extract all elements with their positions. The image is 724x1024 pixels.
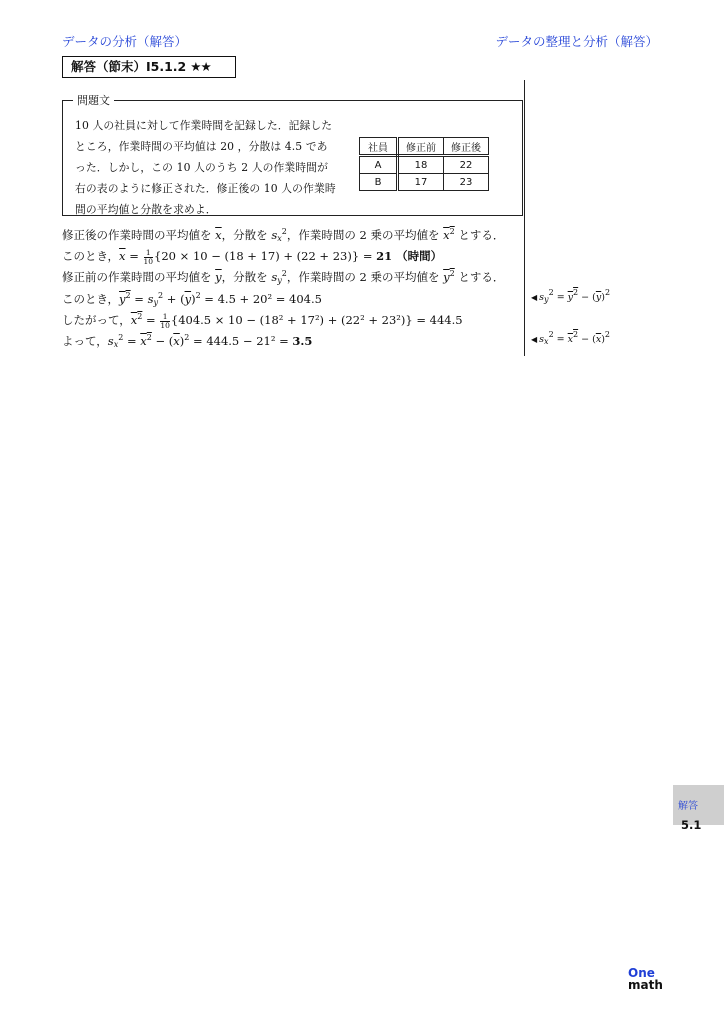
side-tab-label: 解答 bbox=[678, 801, 698, 812]
solution-text: このとき， bbox=[62, 249, 120, 263]
solution-text: 修正前の作業時間の平均値を bbox=[62, 270, 216, 284]
solution-text: ，作業時間の 2 乗の平均値を bbox=[286, 270, 444, 284]
table-cell: 17 bbox=[398, 174, 444, 191]
solution-text: = 4.5 + 20² = 404.5 bbox=[200, 292, 322, 306]
correction-table bbox=[359, 137, 489, 191]
side-tab-number: 5.1 bbox=[681, 818, 702, 832]
solution-text: よって， bbox=[62, 334, 108, 348]
problem-box bbox=[62, 94, 523, 216]
fraction: $\frac{1}{10}$ bbox=[143, 247, 154, 266]
solution-line-3: 修正前の作業時間の平均値を $\overline{y}$，分散を $s_y^2$，作業時間の 2 乗の平均値を $y^2$ とする． bbox=[62, 269, 505, 285]
triangle-left-icon: ◀ bbox=[531, 335, 538, 344]
answer-mean: 21 （時間） bbox=[376, 249, 443, 263]
table-row bbox=[360, 174, 489, 191]
solution-text: ，分散を bbox=[221, 228, 272, 242]
difficulty-stars: ★★ bbox=[190, 59, 211, 74]
table-header-cell: 修正前 bbox=[398, 138, 444, 156]
header-right: データの整理と分析（解答） bbox=[495, 34, 658, 49]
onemath-logo bbox=[628, 967, 663, 991]
logo-bottom-text: math bbox=[628, 978, 663, 992]
margin-note-2: ◀ $s_x^2 = x^2 - (\overline{x})^2$ bbox=[531, 330, 610, 346]
solution-line-4: このとき，$y^2 = s_y^2 + (\overline{y})^2 = 4.5 + 20^2 = 404.5$ bbox=[62, 291, 322, 307]
problem-label: 問題文 bbox=[73, 92, 114, 108]
section-title bbox=[62, 56, 236, 78]
solution-line-5: したがって，$x^2$ = $\frac{1}{10}$ {404.5 × 10 − (18² + 17²) + (22² + 23²)} = 444.5 bbox=[62, 311, 463, 330]
solution-text: = 444.5 − 21² = bbox=[189, 334, 293, 348]
triangle-left-icon: ◀ bbox=[531, 293, 538, 302]
solution-line-6: よって，$s_x^2 = x^2 - (\overline{x})^2 = 444.5 - 21^2 = 3.5$ bbox=[62, 333, 313, 349]
table-header-row bbox=[360, 138, 489, 156]
solution-text: とする． bbox=[454, 270, 505, 284]
table-header-cell: 社員 bbox=[360, 138, 398, 156]
answer-variance: 3.5 bbox=[292, 334, 313, 348]
problem-text: 10 人の社員に対して作業時間を記録した．記録したところ，作業時間の平均値は 20 ，分散は 4.5 であった．しかし，この 10 人のうち 2 人の作業時間が右の表のように修正された．修正後の 10 人の作業時間の平均値と分散を求めよ． bbox=[75, 119, 336, 216]
table-row bbox=[360, 156, 489, 174]
table-header-cell: 修正後 bbox=[444, 138, 489, 156]
solution-line-1: 修正後の作業時間の平均値を $\overline{x}$，分散を $s_x^2$，作業時間の 2 乗の平均値を $x^2$ とする． bbox=[62, 227, 505, 243]
header-left: データの分析（解答） bbox=[62, 34, 188, 49]
solution-text: {404.5 × 10 − (18² + 17²) + (22² + 23²)} = 444.5 bbox=[170, 313, 463, 327]
solution-text: したがって， bbox=[62, 313, 131, 327]
fraction: $\frac{1}{10}$ bbox=[160, 311, 170, 330]
logo-top-text: One bbox=[628, 966, 655, 980]
table-cell: 23 bbox=[444, 174, 489, 191]
solution-text: {20 × 10 − (18 + 17) + (22 + 23)} = bbox=[154, 249, 377, 263]
section-title-label: 解答（節末）I5.1.2 bbox=[71, 59, 187, 74]
solution-text: ，分散を bbox=[221, 270, 272, 284]
solution-line-2: このとき，$\overline{x}$ = $\frac{1}{10}$ {20 × 10 − (18 + 17) + (22 + 23)} = 21 （時間） bbox=[62, 247, 443, 266]
solution-text: ，作業時間の 2 乗の平均値を bbox=[286, 228, 444, 242]
solution-text: とする． bbox=[454, 228, 505, 242]
margin-divider bbox=[524, 80, 525, 356]
margin-note-1: ◀ $s_y^2 = y^2 - (\overline{y})^2$ bbox=[531, 288, 611, 304]
solution-text: 修正後の作業時間の平均値を bbox=[62, 228, 216, 242]
solution-text: このとき， bbox=[62, 292, 120, 306]
table-cell: B bbox=[360, 174, 398, 191]
table-cell: 22 bbox=[444, 156, 489, 174]
table-cell: 18 bbox=[398, 156, 444, 174]
table-cell: A bbox=[360, 156, 398, 174]
section-side-tab[interactable] bbox=[673, 785, 724, 832]
